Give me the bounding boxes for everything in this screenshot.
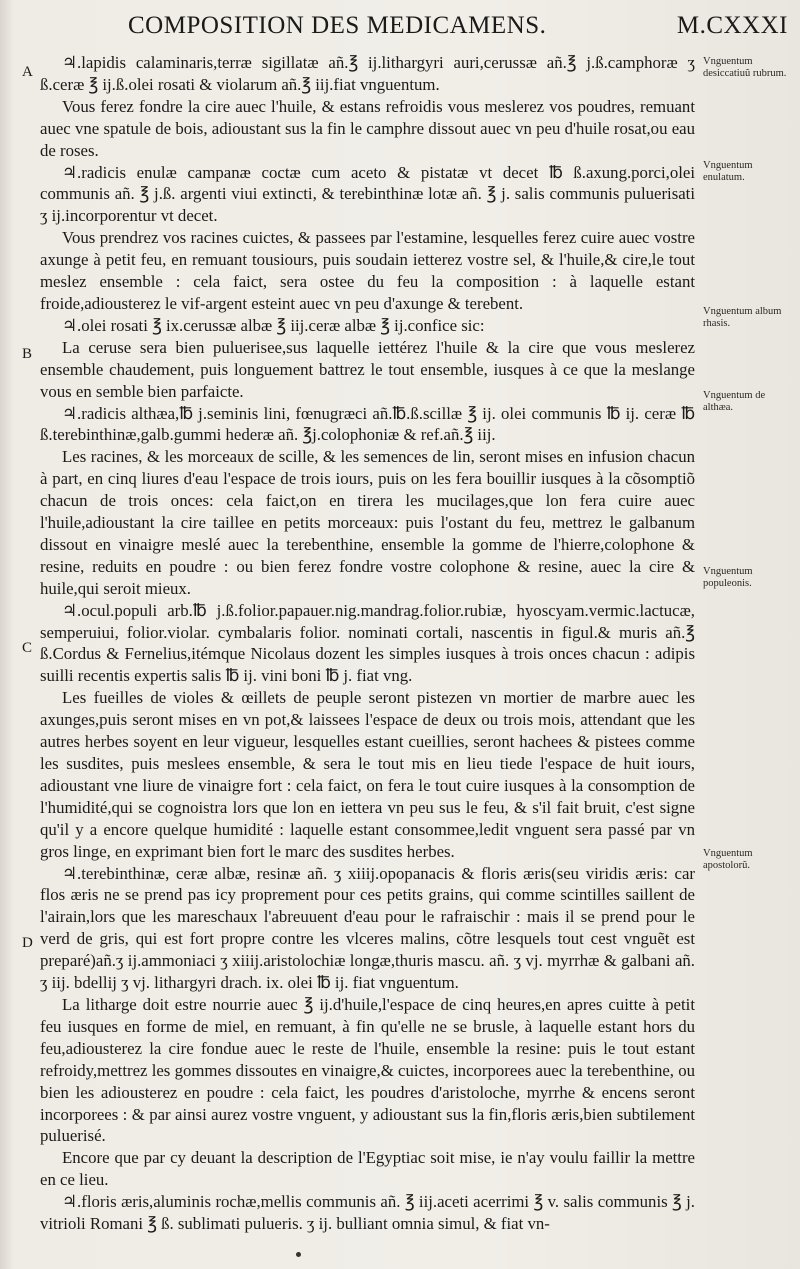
margin-note: Vnguentum apostolorũ. (703, 848, 753, 871)
recipe-paragraph: ♃.lapidis calaminaris,terræ sigillatæ añ.℥ ij.lithargyri auri,cerussæ añ.℥ j.ß.camphoræ ʒ ß.ceræ ℥ ij.ß.olei rosati & violarum añ.℥ iij.fiat vnguentum. (40, 53, 695, 94)
margin-note: Vnguentum populeonis. (703, 566, 753, 589)
margin-note: Vnguentum album rhasis. (703, 306, 782, 329)
section-letter-b: B (22, 346, 33, 362)
running-title: COMPOSITION DES MEDICAMENS. (128, 12, 547, 39)
margin-note: Vnguentum desiccatiuũ rubrum. (703, 56, 787, 79)
section-letter-a: A (22, 64, 33, 80)
ornament-dot (296, 1252, 301, 1257)
recipe-paragraph: ♃.ocul.populi arb.℔ j.ß.folior.papauer.nig.mandrag.folior.rubiæ, hyoscyam.vermic.lactucæ, semperuiui, folior.violar. cymbalaris folior. nominati cortali, nascentis in figul.& muris añ.℥ ß.Cordus & Fernelius,itémque Nicolaus dozent les simples iusques à trois onces chacun : adipis suilli recentis expertis salis ℔ ij. vini boni ℔ j. fiat vng. (40, 600, 695, 686)
recipe-paragraph: ♃.olei rosati ℥ ix.cerussæ albæ ℥ iij.ceræ albæ ℥ ij.confice sic: (62, 315, 485, 335)
recipe-paragraph: ♃.floris æris,aluminis rochæ,mellis communis añ. ℥ iij.aceti acerrimi ℥ v. salis communis ℥ j. vitrioli Romani ℥ ß. sublimati pulueris. ʒ ij. bulliant omnia simul, & fiat vn- (40, 1192, 695, 1234)
section-letter-c: C (22, 640, 33, 656)
instruction-paragraph: La ceruse sera bien puluerisee,sus laquelle iettérez l'huile & la cire que vous meslerez ensemble chaudement, puis longuement battrez le tout ensemble, iusques à ce que la meslange vous en semble bien parfaicte. (40, 337, 695, 401)
recipe-paragraph: ♃.terebinthinæ, ceræ albæ, resinæ añ. ʒ xiiij.opopanacis & floris æris(seu viridis æris: car flos æris ne se prend pas icy proprement pour ces petits grains, qui comme scintilles saillent de l'airain,lors que les mareschaux l'abreuuent d'eau pour le rafraischir : mais il se prend pour le verd de gris, qui est fort propre contre les vlceres malins, cõtre lesquels tout cest vnguẽt est preparé)añ.ʒ ij.ammoniaci ʒ xiiij.aristolochiæ longæ,thuris mascu. añ. ʒ vj. myrrhæ & galbani añ. ʒ iij. bdellij ʒ vj. lithargyri drach. ix. olei ℔ ij. fiat vnguentum. (40, 863, 695, 993)
recipe-paragraph: ♃.radicis enulæ campanæ coctæ cum aceto & pistatæ vt decet ℔ ß.axung.porci,olei communis añ. ℥ j.ß. argenti viui extincti, & terebinthinæ lotæ añ. ℥ j. salis communis puluerisati ʒ ij.incorporentur vt decet. (40, 162, 695, 226)
section-letter-d: D (22, 935, 33, 951)
instruction-paragraph: Vous prendrez vos racines cuictes, & passees par l'estamine, lesquelles ferez cuire auec vostre axunge à petit feu, en remuant tousiours, puis soudain ietterez vostre sel, & l'huile,& cire,le tout meslez ensemble : cela faict, sera ostee du feu la composition : à laquelle estant froide,adiousterez le vif-argent esteint auec vn peu d'axunge & terebent. (40, 228, 695, 313)
recipe-paragraph: ♃.radicis althæa,℔ j.seminis lini, fœnugræci añ.℔.ß.scillæ ℥ ij. olei communis ℔ ij. ceræ ℔ ß.terebinthinæ,galb.gummi hederæ añ. ℥j.colophoniæ & ref.añ.℥ iij. (40, 403, 695, 445)
page-header (128, 6, 788, 46)
instruction-paragraph: La litharge doit estre nourrie auec ℥ ij.d'huile,l'espace de cinq heures,en apres cuitte à petit feu iusques en forme de miel, en remuant, à fin qu'elle ne se brusle, à laquelle estant hors du feu,adiousterez la cire fondue auec le reste de l'huile, ensemble la resine: puis le tout estant refroidy,mettrez les gommes dissoutes en vinaigre,& cuictes, incorporees auec la terebenthine, ou bien les adiousterez en poudre : cela faict, les poudres d'aristoloche, myrrhe & encens seront incorporees : & par ainsi aurez vostre vnguent, y adioustant sus la fin,floris æris,bien subtilement puluerisé. (40, 994, 695, 1146)
instruction-paragraph: Vous ferez fondre la cire auec l'huile, & estans refroidis vous meslerez vos poudres, remuant auec vne spatule de bois, adioustant sus la fin le camphre dissout auec vn peu d'huile rosat,ou eau de roses. (40, 96, 695, 160)
instruction-paragraph: Les fueilles de violes & œillets de peuple seront pistezen vn mortier de marbre auec les axunges,puis seront mises en vn pot,& laissees l'espace de deux ou trois mois, attendant que les autres herbes soyent en leur vigueur, lesquelles estant cueillies, seront hachees & pistees comme les susdites, puis meslees ensemble, & sera le tout mis en lieu tiede l'espace de huit iours, adioustant vne liure de vinaigre fort : cela faict, on fera le tout cuire iusques à la consomption de l'humidité,qui se cognoistra lors que lon en iettera vn peu sus le feu, & s'il fait bruit, c'est signe qu'il y a encore quelque humidité : laquelle estant consommee,ledit vnguent sera passé par vn gros linge, en exprimant bien fort le marc des susdites herbes. (40, 688, 695, 861)
margin-note: Vnguentum de althæa. (703, 390, 766, 413)
folio-number: M.CXXXI (676, 12, 788, 39)
instruction-paragraph: Encore que par cy deuant la description de l'Egyptiac soit mise, ie n'ay voulu faillir la mettre en ce lieu. (40, 1148, 695, 1190)
text-body (40, 52, 695, 1235)
instruction-paragraph: Les racines, & les morceaux de scille, & les semences de lin, seront mises en infusion chacun à part, en cinq liures d'eau l'espace de trois iours, puis on les fera bouillir iusques à la cõsomptiõ chacun de trois onces: cela faict,on en tirera les mucilages,que lon fera cuire auec l'huile,adioustant la cire taillee en petits morceaux: puis l'ostant du feu, mettrez le galbanum dissout en vinaigre meslé auec la terebenthine, ensemble la gomme de l'hierre,colophone & resine, reduits en poudre : ou bien ferez fondre vostre colophone & resine, auec la cire & huile,qui seroit mieux. (40, 447, 695, 598)
margin-note: Vnguentum enulatum. (703, 160, 753, 183)
